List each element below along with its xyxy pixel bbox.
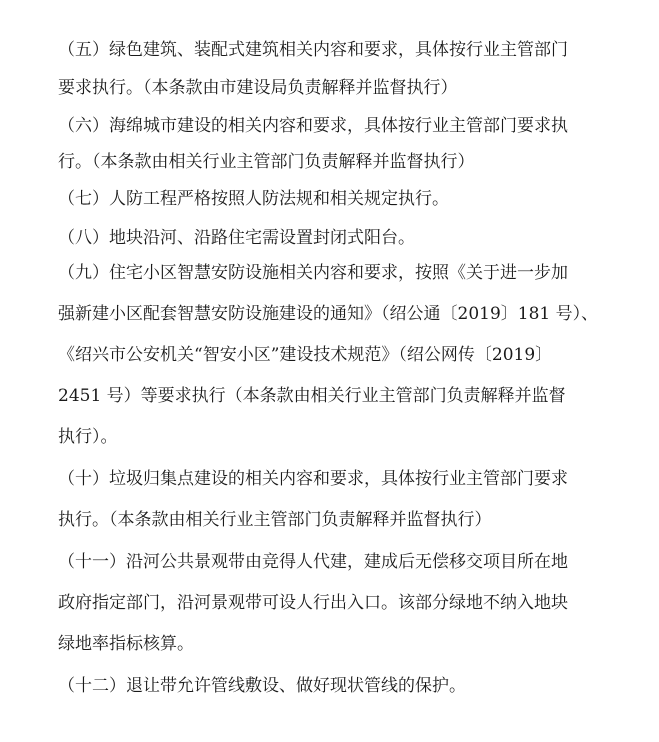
text-line: 《绍兴市公安机关“智安小区”建设技术规范》（绍公网传〔2019〕 [58, 345, 553, 365]
text-line: 执行）。 [58, 427, 118, 447]
text-line: （五）绿色建筑、装配式建筑相关内容和要求，具体按行业主管部门 [58, 40, 568, 60]
text-line: （十一）沿河公共景观带由竞得人代建，建成后无偿移交项目所在地 [58, 552, 568, 572]
text-line: 政府指定部门，沿河景观带可设人行出入口。该部分绿地不纳入地块 [58, 593, 568, 613]
text-line: （七）人防工程严格按照人防法规和相关规定执行。 [58, 189, 449, 209]
text-line: （八）地块沿河、沿路住宅需设置封闭式阳台。 [58, 228, 415, 248]
text-line: 执行。（本条款由相关行业主管部门负责解释并监督执行） [58, 510, 492, 530]
text-line: （九）住宅小区智慧安防设施相关内容和要求，按照《关于进一步加 [58, 263, 568, 283]
text-line: 强新建小区配套智慧安防设施建设的通知》（绍公通〔2019〕181 号）、 [58, 304, 599, 324]
text-line: 行。（本条款由相关行业主管部门负责解释并监督执行） [58, 152, 475, 172]
text-line: 绿地率指标核算。 [58, 634, 194, 654]
text-line: （十二）退让带允许管线敷设、做好现状管线的保护。 [58, 676, 466, 696]
text-line: 要求执行。（本条款由市建设局负责解释并监督执行） [58, 78, 458, 98]
text-line: （十）垃圾归集点建设的相关内容和要求，具体按行业主管部门要求 [58, 469, 568, 489]
text-line: 2451 号）等要求执行（本条款由相关行业主管部门负责解释并监督 [58, 386, 566, 406]
text-line: （六）海绵城市建设的相关内容和要求，具体按行业主管部门要求执 [58, 116, 568, 136]
